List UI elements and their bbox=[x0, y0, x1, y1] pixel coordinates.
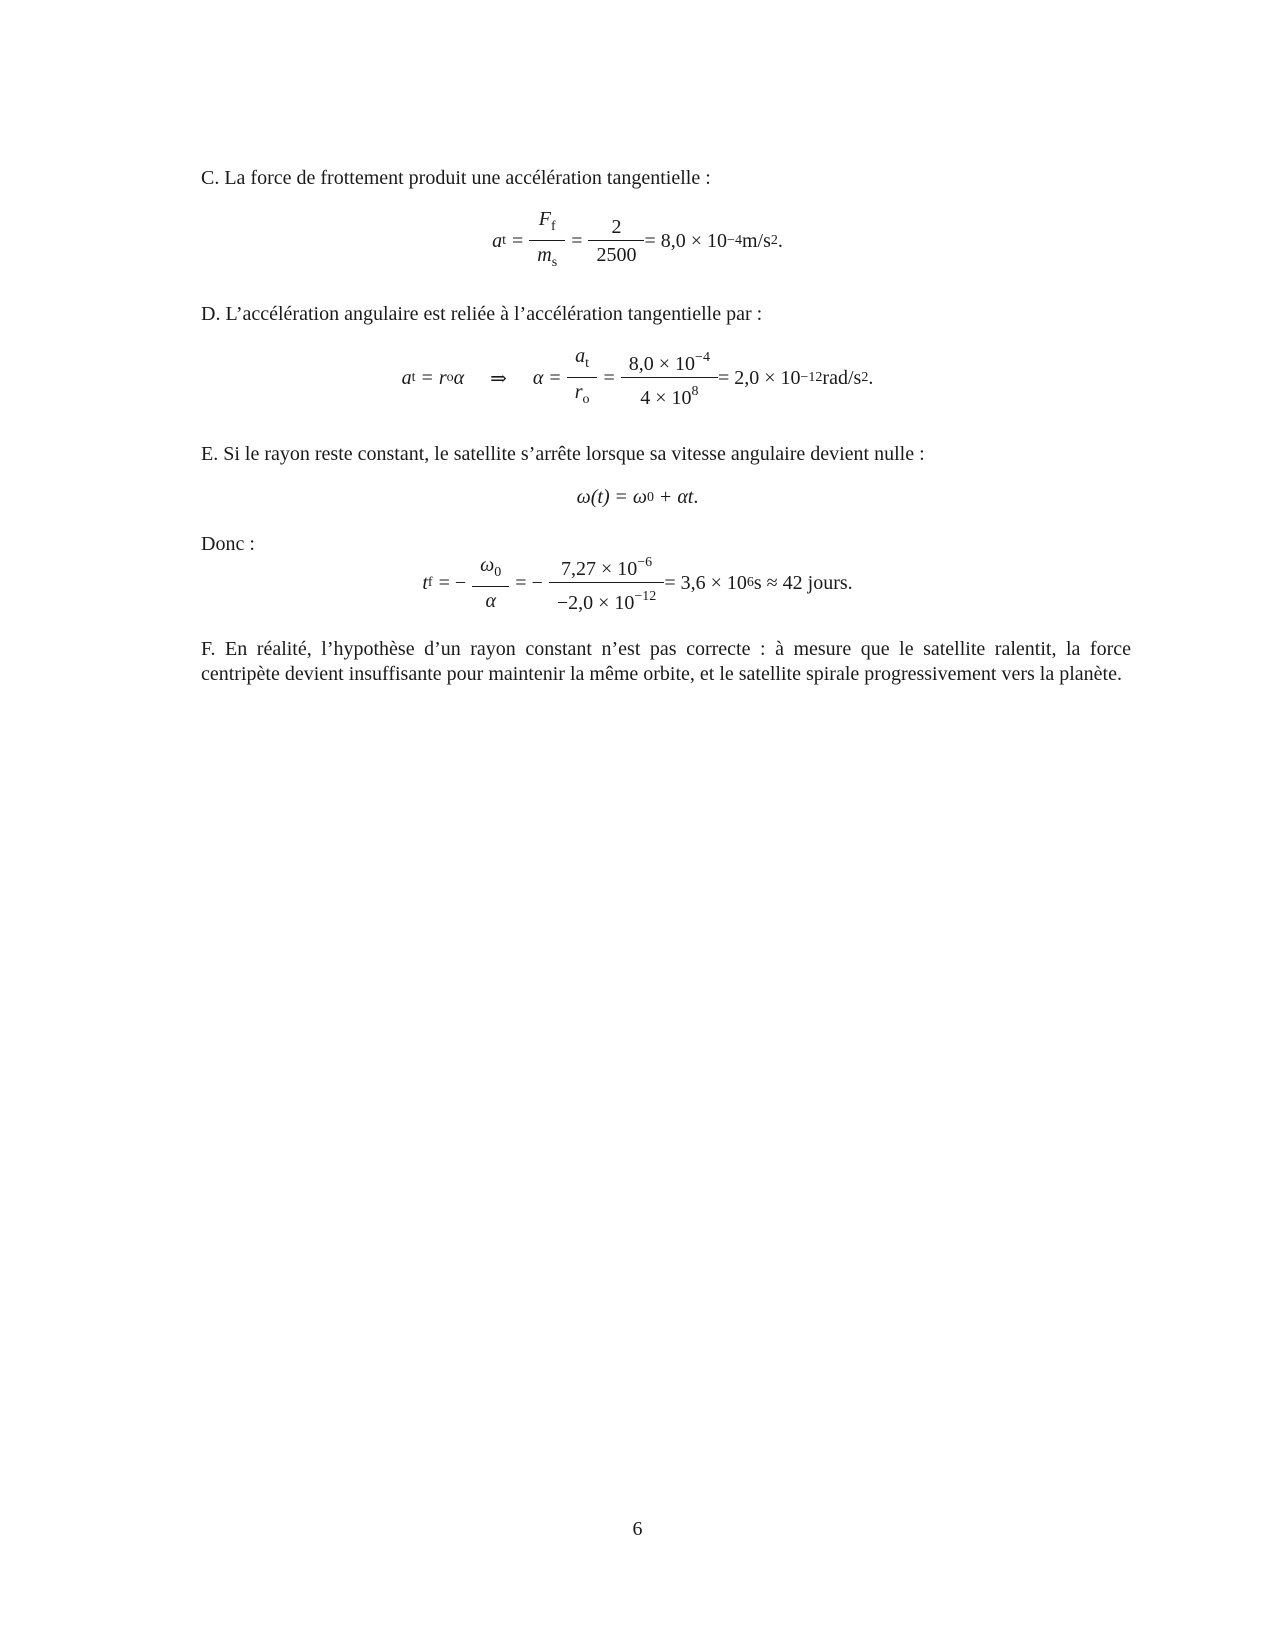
fraction bbox=[571, 345, 594, 411]
unit: rad/s bbox=[822, 366, 862, 389]
var: a bbox=[401, 366, 412, 389]
period: . bbox=[777, 229, 783, 252]
numerator: 7,27 × 10 bbox=[560, 558, 638, 580]
var: m bbox=[537, 244, 552, 266]
subscript: t bbox=[585, 356, 590, 371]
exponent: 8 bbox=[691, 384, 699, 399]
numerator: 8,0 × 10 bbox=[628, 353, 696, 375]
period: . bbox=[693, 486, 699, 508]
exponent: 2 bbox=[861, 370, 869, 385]
argument: (t) bbox=[590, 486, 610, 508]
period: . bbox=[868, 366, 874, 389]
fraction bbox=[533, 208, 561, 274]
fraction bbox=[592, 216, 640, 266]
subscript: 0 bbox=[647, 489, 655, 505]
numerator: 2 bbox=[611, 216, 622, 238]
equals-minus: = − bbox=[515, 571, 543, 594]
fraction bbox=[476, 554, 505, 612]
omega-symbol: ω bbox=[480, 554, 495, 576]
result: = 8,0 × 10 bbox=[644, 229, 728, 252]
result: = 2,0 × 10 bbox=[717, 366, 801, 389]
equals-sign: = bbox=[421, 366, 433, 389]
exponent: 2 bbox=[770, 233, 778, 248]
equals-sign: = bbox=[549, 366, 561, 389]
unit: m/s bbox=[741, 229, 771, 252]
exponent: −6 bbox=[637, 555, 653, 570]
donc-label: Donc : bbox=[201, 533, 255, 555]
section-e-equation-omega bbox=[0, 486, 1275, 509]
denominator: −2,0 × 10 bbox=[556, 592, 635, 614]
denominator: 2500 bbox=[588, 240, 644, 266]
var: t bbox=[422, 571, 428, 594]
var: r bbox=[574, 381, 583, 403]
page-number: 6 bbox=[632, 1518, 643, 1540]
result: = 3,6 × 10 bbox=[664, 571, 747, 594]
omega-symbol: ω bbox=[576, 486, 591, 508]
subscript: t bbox=[411, 370, 416, 385]
section-d-equation bbox=[0, 345, 1275, 411]
subscript: f bbox=[427, 575, 433, 590]
alpha-symbol: α bbox=[485, 590, 496, 612]
equals-sign: = bbox=[512, 229, 524, 252]
exponent: −4 bbox=[695, 350, 710, 365]
exponent: −4 bbox=[727, 233, 742, 248]
implies-arrow-icon: ⇒ bbox=[490, 367, 507, 390]
alpha-symbol: α bbox=[453, 366, 465, 389]
var: F bbox=[538, 208, 552, 230]
exponent: −12 bbox=[800, 370, 823, 385]
equals-sign: = bbox=[603, 366, 615, 389]
plus-sign: + bbox=[660, 486, 672, 508]
equals-minus: = − bbox=[438, 571, 467, 594]
subscript: s bbox=[551, 255, 558, 270]
section-f-text: F. En réalité, l’hypothèse d’un rayon constant n’est pas correcte : à mesure que le satellite ralentit, la force centripète devient insuffisante pour maintenir la même orbite, et le satellite spirale progressivement vers la planète. bbox=[201, 638, 1131, 685]
subscript: t bbox=[502, 233, 507, 248]
section-c-equation bbox=[0, 208, 1275, 274]
section-c-text: C. La force de frottement produit une accélération tangentielle : bbox=[201, 167, 711, 189]
section-d-text: D. L’accélération angulaire est reliée à l’accélération tangentielle par : bbox=[201, 303, 763, 325]
fraction bbox=[625, 347, 714, 409]
exponent: −12 bbox=[634, 589, 657, 604]
var: a bbox=[575, 345, 586, 367]
var: r bbox=[438, 366, 447, 389]
unit: s ≈ 42 jours. bbox=[753, 571, 853, 594]
subscript: f bbox=[551, 219, 556, 234]
exponent: 6 bbox=[746, 575, 754, 590]
denominator: 4 × 10 bbox=[640, 387, 692, 409]
subscript: o bbox=[446, 370, 454, 385]
omega-symbol: ω bbox=[632, 486, 648, 508]
section-e-equation-tf bbox=[0, 552, 1275, 614]
equals-sign: = bbox=[615, 486, 627, 508]
section-e-text: E. Si le rayon reste constant, le satellite s’arrête lorsque sa vitesse angulaire devient nulle : bbox=[201, 443, 925, 465]
fraction bbox=[553, 552, 660, 614]
term: αt bbox=[677, 486, 694, 508]
subscript: o bbox=[582, 392, 590, 407]
equals-sign: = bbox=[571, 229, 583, 252]
var: a bbox=[492, 229, 503, 252]
subscript: 0 bbox=[494, 565, 502, 580]
alpha-symbol: α bbox=[532, 366, 544, 389]
